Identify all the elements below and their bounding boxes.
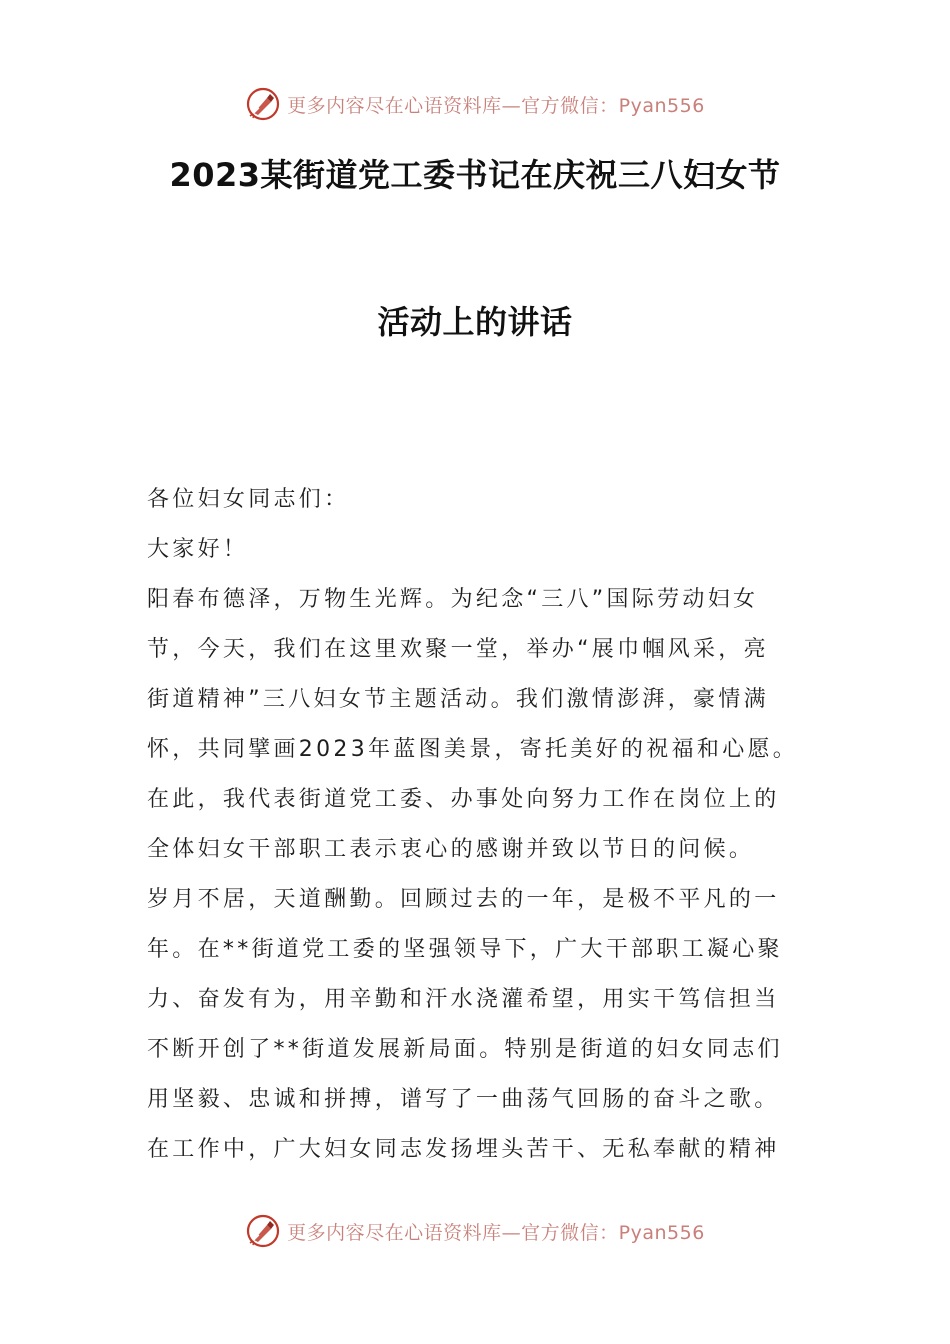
body-line: 全体妇女干部职工表示衷心的感谢并致以节日的问候。 bbox=[147, 837, 755, 862]
body-line: 街道精神”三八妇女节主题活动。我们激情澎湃，豪情满 bbox=[147, 687, 769, 712]
body-line: 各位妇女同志们： bbox=[147, 487, 350, 512]
body-line: 用坚毅、忠诚和拼搏，谱写了一曲荡气回肠的奋斗之歌。 bbox=[147, 1087, 780, 1112]
body-line: 不断开创了**街道发展新局面。特别是街道的妇女同志们 bbox=[147, 1037, 783, 1062]
pen-nib-logo-icon bbox=[245, 1213, 281, 1249]
speech-body bbox=[147, 475, 809, 1175]
document-title-line-2: 活动上的讲话 bbox=[377, 303, 573, 341]
header-watermark bbox=[0, 82, 950, 126]
body-line: 节，今天，我们在这里欢聚一堂，举办“展巾帼风采，亮 bbox=[147, 637, 769, 662]
watermark-text bbox=[287, 1218, 705, 1245]
document-title-line-1: 2023某街道党工委书记在庆祝三八妇女节 bbox=[169, 156, 781, 194]
body-line: 在工作中，广大妇女同志发扬埋头苦干、无私奉献的精神 bbox=[147, 1137, 780, 1162]
body-line: 岁月不居，天道酬勤。回顾过去的一年，是极不平凡的一 bbox=[147, 887, 780, 912]
watermark-wechat-text: 官方微信：Pyan556 bbox=[521, 94, 705, 117]
watermark-wechat-text: 官方微信：Pyan556 bbox=[521, 1221, 705, 1244]
body-line: 怀，共同擘画2023年蓝图美景，寄托美好的祝福和心愿。 bbox=[147, 737, 799, 762]
body-line: 大家好！ bbox=[147, 537, 249, 562]
footer-watermark bbox=[0, 1209, 950, 1253]
watermark-site-text: 更多内容尽在心语资料库— bbox=[287, 94, 522, 117]
body-line: 阳春布德泽，万物生光辉。为纪念“三八”国际劳动妇女 bbox=[147, 587, 759, 612]
watermark-site-text: 更多内容尽在心语资料库— bbox=[287, 1221, 522, 1244]
body-line: 力、奋发有为，用辛勤和汗水浇灌希望，用实干笃信担当 bbox=[147, 987, 780, 1012]
pen-nib-logo-icon bbox=[245, 86, 281, 122]
body-line: 年。在**街道党工委的坚强领导下，广大干部职工凝心聚 bbox=[147, 937, 783, 962]
watermark-text bbox=[287, 91, 705, 118]
body-line: 在此，我代表街道党工委、办事处向努力工作在岗位上的 bbox=[147, 787, 780, 812]
